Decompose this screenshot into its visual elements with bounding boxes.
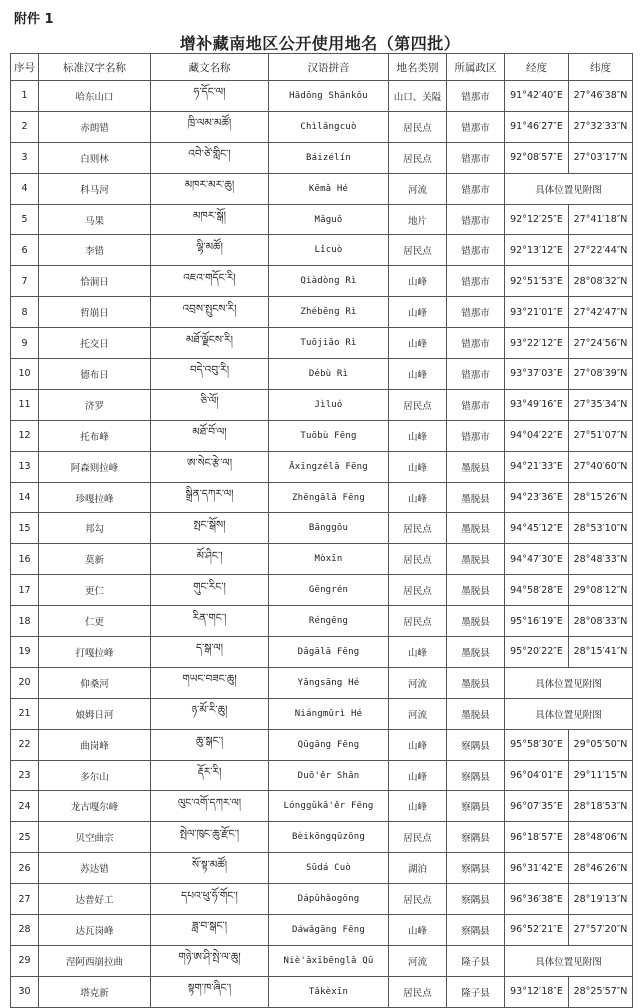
tibetan-name-cell: གཡང་བཟང་ཆུ། [151,667,269,698]
category-cell: 山峰 [389,915,447,946]
row-number-cell: 10 [11,359,39,390]
pinyin-cell: Niángmǔrì Hé [269,698,389,729]
longitude-cell: 92°13′12″E [505,235,569,266]
chinese-name-cell: 哈东山口 [39,81,151,112]
table-row [11,575,633,606]
row-number-cell: 16 [11,544,39,575]
tibetan-name-cell: ཟླ་བ་སྒང་། [151,915,269,946]
pinyin-cell: Lǐcuò [269,235,389,266]
chinese-name-cell: 贝空曲宗 [39,822,151,853]
longitude-cell: 93°12′18″E [505,976,569,1007]
longitude-cell: 94°04′22″E [505,420,569,451]
chinese-name-cell: 济罗 [39,389,151,420]
tibetan-name-cell: སྟག་ཁ་ཞིང་། [151,976,269,1007]
region-cell: 墨脱县 [447,451,505,482]
tibetan-name-cell: སོ་སྟ་མཚོ། [151,853,269,884]
table-row [11,667,633,698]
tibetan-name-cell: འབེ་ཙེ་གླིང་། [151,142,269,173]
chinese-name-cell: 达普好工 [39,884,151,915]
tibetan-name-cell: མཁར་མར་ཆུ། [151,173,269,204]
table-row [11,637,633,668]
row-number-cell: 11 [11,389,39,420]
table-row [11,328,633,359]
table-row [11,853,633,884]
tibetan-name-cell: མཐོ་ལྗོངས་རི། [151,328,269,359]
longitude-cell: 96°07′35″E [505,791,569,822]
row-number-cell: 6 [11,235,39,266]
chinese-name-cell: 白则林 [39,142,151,173]
chinese-name-cell: 更仁 [39,575,151,606]
longitude-cell: 91°46′27″E [505,111,569,142]
longitude-cell: 93°37′03″E [505,359,569,390]
row-number-cell: 25 [11,822,39,853]
row-number-cell: 29 [11,945,39,976]
table-row [11,945,633,976]
tibetan-name-cell: མཐོ་བོ་ལ། [151,420,269,451]
region-cell: 错那市 [447,81,505,112]
tibetan-name-cell: སྤེལ་ཁུང་ཆུ་རྫོང་། [151,822,269,853]
table-row [11,389,633,420]
chinese-name-cell: 莫新 [39,544,151,575]
category-cell: 湖泊 [389,853,447,884]
tibetan-name-cell: ཆུ་སྒང་། [151,729,269,760]
longitude-cell: 91°42′40″E [505,81,569,112]
chinese-name-cell: 珍嘎拉峰 [39,482,151,513]
table-row [11,513,633,544]
category-cell: 山峰 [389,482,447,513]
region-cell: 察隅县 [447,822,505,853]
region-cell: 错那市 [447,142,505,173]
chinese-name-cell: 马果 [39,204,151,235]
region-cell: 察隅县 [447,760,505,791]
header-cell: 汉语拼音 [269,54,389,81]
category-cell: 河流 [389,698,447,729]
table-row [11,791,633,822]
row-number-cell: 23 [11,760,39,791]
chinese-name-cell: 德布日 [39,359,151,390]
region-cell: 错那市 [447,359,505,390]
row-number-cell: 30 [11,976,39,1007]
tibetan-name-cell: རྡོར་རི། [151,760,269,791]
latitude-cell: 27°40′60″N [569,451,633,482]
region-cell: 错那市 [447,173,505,204]
region-cell: 墨脱县 [447,698,505,729]
category-cell: 山峰 [389,359,447,390]
category-cell: 山峰 [389,420,447,451]
pinyin-cell: Tuōjiāo Rì [269,328,389,359]
table-row [11,266,633,297]
longitude-cell: 95°20′22″E [505,637,569,668]
category-cell: 山峰 [389,297,447,328]
longitude-cell: 93°22′12″E [505,328,569,359]
region-cell: 墨脱县 [447,667,505,698]
longitude-cell: 96°31′42″E [505,853,569,884]
longitude-cell: 93°21′01″E [505,297,569,328]
chinese-name-cell: 阿森则拉峰 [39,451,151,482]
tibetan-name-cell: འབྲས་སྤུངས་རི། [151,297,269,328]
latitude-cell: 27°57′20″N [569,915,633,946]
header-cell: 纬度 [569,54,633,81]
tibetan-name-cell: སྒྲིན་དཀར་ལ། [151,482,269,513]
row-number-cell: 27 [11,884,39,915]
row-number-cell: 7 [11,266,39,297]
tibetan-name-cell: དཔའ་ཕུ་ཧོ་གོང་། [151,884,269,915]
chinese-name-cell: 邦勾 [39,513,151,544]
region-cell: 察隅县 [447,853,505,884]
region-cell: 察隅县 [447,884,505,915]
row-number-cell: 3 [11,142,39,173]
latitude-cell: 28°15′41″N [569,637,633,668]
row-number-cell: 19 [11,637,39,668]
table-row [11,451,633,482]
latitude-cell: 27°08′39″N [569,359,633,390]
row-number-cell: 21 [11,698,39,729]
category-cell: 居民点 [389,513,447,544]
latitude-cell: 28°48′06″N [569,822,633,853]
latitude-cell: 28°08′33″N [569,606,633,637]
tibetan-name-cell: གུང་རིང་། [151,575,269,606]
category-cell: 山峰 [389,729,447,760]
longitude-cell: 94°47′30″E [505,544,569,575]
table-header-row [11,54,633,81]
row-number-cell: 5 [11,204,39,235]
location-note-cell: 具体位置见附图 [505,698,633,729]
chinese-name-cell: 曲岗峰 [39,729,151,760]
longitude-cell: 96°18′57″E [505,822,569,853]
category-cell: 山峰 [389,637,447,668]
pinyin-cell: Dáwǎgāng Fēng [269,915,389,946]
region-cell: 错那市 [447,420,505,451]
longitude-cell: 92°08′57″E [505,142,569,173]
header-cell: 藏文名称 [151,54,269,81]
pinyin-cell: Niè'āxībēnglā Qū [269,945,389,976]
pinyin-cell: Jìluó [269,389,389,420]
header-cell: 标准汉字名称 [39,54,151,81]
latitude-cell: 28°08′32″N [569,266,633,297]
row-number-cell: 8 [11,297,39,328]
category-cell: 地片 [389,204,447,235]
location-note-cell: 具体位置见附图 [505,667,633,698]
table-row [11,420,633,451]
category-cell: 居民点 [389,544,447,575]
chinese-name-cell: 涅阿西崩拉曲 [39,945,151,976]
region-cell: 错那市 [447,328,505,359]
pinyin-cell: Hādōng Shānkǒu [269,81,389,112]
longitude-cell: 96°52′21″E [505,915,569,946]
tibetan-name-cell: འཇའ་གདོང་རི། [151,266,269,297]
category-cell: 山口、关隘 [389,81,447,112]
table-row [11,976,633,1007]
region-cell: 察隅县 [447,915,505,946]
latitude-cell: 28°48′33″N [569,544,633,575]
latitude-cell: 29°05′50″N [569,729,633,760]
row-number-cell: 24 [11,791,39,822]
category-cell: 居民点 [389,575,447,606]
category-cell: 居民点 [389,884,447,915]
table-row [11,297,633,328]
row-number-cell: 28 [11,915,39,946]
latitude-cell: 28°53′10″N [569,513,633,544]
latitude-cell: 28°19′13″N [569,884,633,915]
table-row [11,111,633,142]
category-cell: 居民点 [389,606,447,637]
chinese-name-cell: 赤朗错 [39,111,151,142]
chinese-name-cell: 李错 [39,235,151,266]
chinese-name-cell: 科马河 [39,173,151,204]
category-cell: 山峰 [389,266,447,297]
latitude-cell: 27°24′56″N [569,328,633,359]
location-note-cell: 具体位置见附图 [505,945,633,976]
row-number-cell: 17 [11,575,39,606]
header-cell: 所属政区 [447,54,505,81]
chinese-name-cell: 打嘎拉峰 [39,637,151,668]
latitude-cell: 27°35′34″N [569,389,633,420]
table-row [11,884,633,915]
chinese-name-cell: 龙古嘎尔峰 [39,791,151,822]
tibetan-name-cell: གཉེ་ཨ་ཤི་སྤེ་ལ་ཆུ། [151,945,269,976]
table-row [11,482,633,513]
pinyin-cell: Yǎngsāng Hé [269,667,389,698]
tibetan-name-cell: མཁར་སྒོ། [151,204,269,235]
pinyin-cell: Zhēngālā Fēng [269,482,389,513]
row-number-cell: 22 [11,729,39,760]
pinyin-cell: Chìlǎngcuò [269,111,389,142]
latitude-cell: 28°46′26″N [569,853,633,884]
longitude-cell: 92°51′53″E [505,266,569,297]
chinese-name-cell: 苏达错 [39,853,151,884]
pinyin-cell: Āxīngzélā Fēng [269,451,389,482]
category-cell: 居民点 [389,822,447,853]
pinyin-cell: Tuōbù Fēng [269,420,389,451]
row-number-cell: 12 [11,420,39,451]
row-number-cell: 20 [11,667,39,698]
row-number-cell: 26 [11,853,39,884]
row-number-cell: 18 [11,606,39,637]
table-row [11,359,633,390]
category-cell: 居民点 [389,142,447,173]
pinyin-cell: Dápǔhǎogōng [269,884,389,915]
longitude-cell: 96°36′38″E [505,884,569,915]
category-cell: 居民点 [389,389,447,420]
longitude-cell: 94°58′28″E [505,575,569,606]
category-cell: 居民点 [389,111,447,142]
longitude-cell: 93°49′16″E [505,389,569,420]
region-cell: 墨脱县 [447,606,505,637]
pinyin-cell: Réngēng [269,606,389,637]
table-row [11,544,633,575]
latitude-cell: 27°51′07″N [569,420,633,451]
tibetan-name-cell: ཁྲི་ལམ་མཚོ། [151,111,269,142]
region-cell: 错那市 [447,266,505,297]
region-cell: 错那市 [447,297,505,328]
table-row [11,142,633,173]
table-row [11,235,633,266]
location-note-cell: 具体位置见附图 [505,173,633,204]
region-cell: 错那市 [447,235,505,266]
row-number-cell: 9 [11,328,39,359]
chinese-name-cell: 仰桑河 [39,667,151,698]
pinyin-cell: Báizélín [269,142,389,173]
latitude-cell: 29°08′12″N [569,575,633,606]
row-number-cell: 1 [11,81,39,112]
tibetan-name-cell: ཨ་སེང་རྩེ་ལ། [151,451,269,482]
tibetan-name-cell: ཉ་མོ་རི་ཆུ། [151,698,269,729]
attachment-label: 附件 1 [14,12,54,27]
longitude-cell: 94°45′12″E [505,513,569,544]
pinyin-cell: Mǎguǒ [269,204,389,235]
tibetan-name-cell: ལུང་འགོ་དཀར་ལ། [151,791,269,822]
pinyin-cell: Qūgāng Fēng [269,729,389,760]
chinese-name-cell: 仁更 [39,606,151,637]
tibetan-name-cell: རིན་གང་། [151,606,269,637]
tibetan-name-cell: ལྷི་མཚོ། [151,235,269,266]
table-row [11,606,633,637]
pinyin-cell: Kēmǎ Hé [269,173,389,204]
longitude-cell: 95°16′19″E [505,606,569,637]
latitude-cell: 27°03′17″N [569,142,633,173]
latitude-cell: 27°41′18″N [569,204,633,235]
category-cell: 山峰 [389,451,447,482]
pinyin-cell: Dǎgālā Fēng [269,637,389,668]
tibetan-name-cell: བདེ་འབུ་རི། [151,359,269,390]
latitude-cell: 29°11′15″N [569,760,633,791]
row-number-cell: 15 [11,513,39,544]
latitude-cell: 27°42′47″N [569,297,633,328]
category-cell: 河流 [389,173,447,204]
latitude-cell: 28°25′57″N [569,976,633,1007]
chinese-name-cell: 达瓦岗峰 [39,915,151,946]
chinese-name-cell: 托交日 [39,328,151,359]
longitude-cell: 94°21′33″E [505,451,569,482]
pinyin-cell: Qiàdòng Rì [269,266,389,297]
latitude-cell: 27°46′38″N [569,81,633,112]
table-row [11,204,633,235]
tibetan-name-cell: ཧ་དོང་ལ། [151,81,269,112]
header-cell: 经度 [505,54,569,81]
category-cell: 河流 [389,945,447,976]
pinyin-cell: Mòxīn [269,544,389,575]
category-cell: 河流 [389,667,447,698]
chinese-name-cell: 托布峰 [39,420,151,451]
region-cell: 墨脱县 [447,637,505,668]
region-cell: 察隅县 [447,729,505,760]
table-row [11,822,633,853]
category-cell: 山峰 [389,328,447,359]
row-number-cell: 14 [11,482,39,513]
chinese-name-cell: 娘姆日河 [39,698,151,729]
latitude-cell: 27°32′33″N [569,111,633,142]
row-number-cell: 4 [11,173,39,204]
chinese-name-cell: 恰洞日 [39,266,151,297]
category-cell: 山峰 [389,760,447,791]
table-row [11,81,633,112]
category-cell: 山峰 [389,791,447,822]
row-number-cell: 13 [11,451,39,482]
region-cell: 错那市 [447,389,505,420]
tibetan-name-cell: སྤང་སྒོས། [151,513,269,544]
header-cell: 序号 [11,54,39,81]
region-cell: 墨脱县 [447,575,505,606]
tibetan-name-cell: ཅི་ལོ། [151,389,269,420]
region-cell: 隆子县 [447,976,505,1007]
pinyin-cell: Sūdá Cuò [269,853,389,884]
chinese-name-cell: 塔克新 [39,976,151,1007]
pinyin-cell: Duō'ěr Shān [269,760,389,791]
pinyin-cell: Lónggǔkā'ěr Fēng [269,791,389,822]
pinyin-cell: Zhébēng Rì [269,297,389,328]
chinese-name-cell: 哲崩日 [39,297,151,328]
pinyin-cell: Débù Rì [269,359,389,390]
category-cell: 居民点 [389,235,447,266]
row-number-cell: 2 [11,111,39,142]
table-row [11,729,633,760]
pinyin-cell: Gēngrén [269,575,389,606]
region-cell: 察隅县 [447,791,505,822]
table-row [11,915,633,946]
table-row [11,698,633,729]
longitude-cell: 92°12′25″E [505,204,569,235]
chinese-name-cell: 多尔山 [39,760,151,791]
region-cell: 错那市 [447,204,505,235]
table-row [11,173,633,204]
tibetan-name-cell: མོ་ཤིང་། [151,544,269,575]
table-row [11,760,633,791]
page-title: 增补藏南地区公开使用地名（第四批） [179,34,461,53]
latitude-cell: 28°15′26″N [569,482,633,513]
header-cell: 地名类别 [389,54,447,81]
region-cell: 墨脱县 [447,482,505,513]
region-cell: 隆子县 [447,945,505,976]
latitude-cell: 28°18′53″N [569,791,633,822]
tibetan-name-cell: ད་སྒ་ལ། [151,637,269,668]
region-cell: 墨脱县 [447,544,505,575]
pinyin-cell: Tǎkèxīn [269,976,389,1007]
latitude-cell: 27°22′44″N [569,235,633,266]
region-cell: 错那市 [447,111,505,142]
pinyin-cell: Bānggōu [269,513,389,544]
place-names-table [10,53,633,1008]
region-cell: 墨脱县 [447,513,505,544]
longitude-cell: 96°04′01″E [505,760,569,791]
longitude-cell: 95°58′30″E [505,729,569,760]
pinyin-cell: Bèikōngqūzōng [269,822,389,853]
longitude-cell: 94°23′36″E [505,482,569,513]
category-cell: 居民点 [389,976,447,1007]
